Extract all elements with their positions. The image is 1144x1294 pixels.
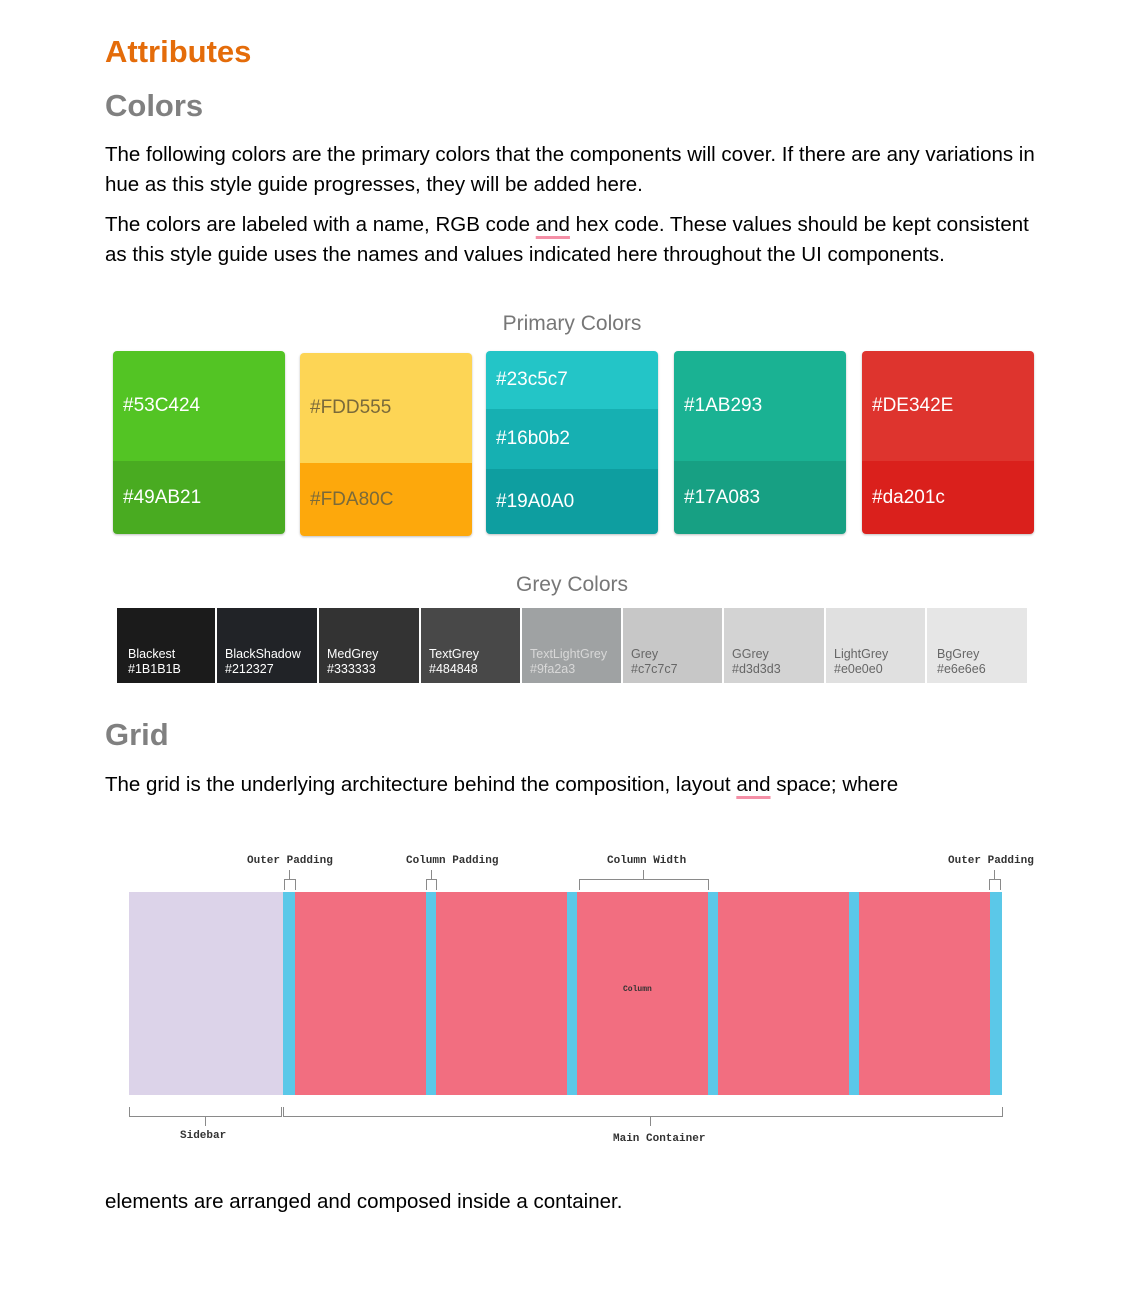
grey-colors-caption: Grey Colors [515, 573, 629, 596]
grid-text-1: The grid is the underlying architecture behind the composition, layout [105, 773, 737, 796]
grey-swatch-hex: #c7c7c7 [631, 662, 678, 676]
red-bottom-hex: #da201c [872, 486, 945, 508]
teal-bottom-hex: #17A083 [684, 486, 761, 508]
colors-label-paragraph [105, 210, 1045, 269]
column-block-4 [718, 892, 849, 1095]
green-bottom-band [113, 461, 285, 534]
grey-swatch-textgrey [421, 608, 520, 683]
teal-bottom-band [674, 461, 846, 534]
column-width-label: Column Width [607, 855, 687, 867]
sidebar-bracket [129, 1107, 282, 1117]
yellow-top-hex: #FDD555 [310, 397, 392, 418]
colors-label-text-1: The colors are labeled with a name, RGB code [105, 213, 536, 236]
green-top-band [113, 351, 285, 461]
grey-swatch-name: GGrey [732, 647, 769, 661]
column-block-2 [436, 892, 567, 1095]
grey-swatch-name: TextGrey [429, 647, 480, 661]
grey-swatch-hex: #1B1B1B [128, 662, 181, 676]
red-top-hex: #DE342E [872, 395, 954, 416]
column-label: Column [623, 985, 652, 994]
green-top-hex: #53C424 [123, 395, 201, 416]
grey-swatch-name: Blackest [128, 647, 176, 661]
grid-text-2: space; where [770, 773, 899, 796]
grey-swatch-blackshadow [217, 608, 317, 683]
grey-swatch-hex: #e0e0e0 [834, 662, 883, 676]
grey-swatch-hex: #e6e6e6 [937, 662, 986, 676]
outer-padding-left-bracket [284, 879, 296, 890]
grey-swatch-grey [623, 608, 722, 683]
yellow-bottom-band [300, 463, 472, 536]
teal-top-band [674, 351, 846, 461]
grey-swatch-ggrey [724, 608, 824, 683]
cyan-middle-band [486, 409, 658, 469]
sidebar-label: Sidebar [180, 1130, 227, 1142]
colors-heading: Colors [105, 88, 204, 123]
grey-swatch-name: Grey [631, 647, 659, 661]
grey-swatch-hex: #333333 [327, 662, 376, 676]
grey-swatch-hex: #212327 [225, 662, 274, 676]
outer-padding-left-label: Outer Padding [247, 855, 333, 867]
attributes-heading: Attributes [105, 34, 252, 69]
outer-padding-right-bracket [989, 879, 1001, 890]
grey-swatch-hex: #9fa2a3 [530, 662, 576, 676]
grid-paragraph [105, 770, 1045, 800]
spellcheck-word: and [736, 773, 771, 796]
red-bottom-band [862, 461, 1034, 534]
outer-padding-left-tick [289, 870, 290, 879]
yellow-top-band [300, 353, 472, 463]
red-color-card [862, 351, 1034, 534]
main-container-label: Main Container [613, 1133, 706, 1145]
teal-color-card [674, 351, 846, 534]
column-block-5 [859, 892, 990, 1095]
cyan-top-band [486, 351, 658, 409]
grey-swatch-name: TextLightGrey [530, 647, 608, 661]
red-top-band [862, 351, 1034, 461]
grid-paragraph-end: elements are arranged and composed inside a container. [105, 1190, 623, 1213]
teal-top-hex: #1AB293 [684, 395, 763, 416]
cyan-bottom-hex: #19A0A0 [496, 490, 575, 512]
grey-swatch-medgrey [319, 608, 419, 683]
primary-colors-caption: Primary Colors [502, 312, 642, 335]
grey-swatch-textlightgrey [522, 608, 621, 683]
colors-label-text-2: hex code. These values should be kept consistent as this style guide uses the names and values indicated here throughout the UI components. [105, 213, 1029, 266]
sidebar-block [129, 892, 283, 1095]
cyan-bottom-band [486, 469, 658, 534]
yellow-color-card [300, 353, 472, 536]
cyan-top-hex: #23c5c7 [496, 369, 568, 390]
green-bottom-hex: #49AB21 [123, 486, 202, 508]
column-padding-bracket [426, 879, 437, 890]
sidebar-tick [205, 1117, 206, 1126]
grey-swatch-lightgrey [826, 608, 925, 683]
grey-swatch-hex: #d3d3d3 [732, 662, 781, 676]
grid-heading: Grid [105, 717, 169, 752]
spellcheck-word: and [535, 213, 570, 236]
column-width-tick [643, 870, 644, 879]
grey-swatch-blackest [117, 608, 215, 683]
grey-swatch-hex: #484848 [429, 662, 478, 676]
main-container-tick [650, 1117, 651, 1126]
column-block-1 [295, 892, 426, 1095]
grey-swatch-name: LightGrey [834, 647, 889, 661]
grey-swatch-name: MedGrey [327, 647, 379, 661]
outer-padding-right-tick [994, 870, 995, 879]
cyan-color-card [486, 351, 658, 534]
main-container-bracket [283, 1107, 1003, 1117]
column-padding-tick [431, 870, 432, 879]
grey-swatch-name: BlackShadow [225, 647, 301, 661]
yellow-bottom-hex: #FDA80C [310, 488, 394, 510]
green-color-card [113, 351, 285, 534]
colors-intro-paragraph: The following colors are the primary colors that the components will cover. If there are any variations in hue as this style guide progresses, they will be added here. [105, 143, 1035, 196]
grey-swatch-name: BgGrey [937, 647, 980, 661]
grey-swatch-bggrey [927, 608, 1027, 683]
cyan-middle-hex: #16b0b2 [496, 428, 570, 449]
column-padding-label: Column Padding [406, 855, 499, 867]
column-width-bracket [579, 879, 709, 890]
outer-padding-right-label: Outer Padding [948, 855, 1034, 867]
